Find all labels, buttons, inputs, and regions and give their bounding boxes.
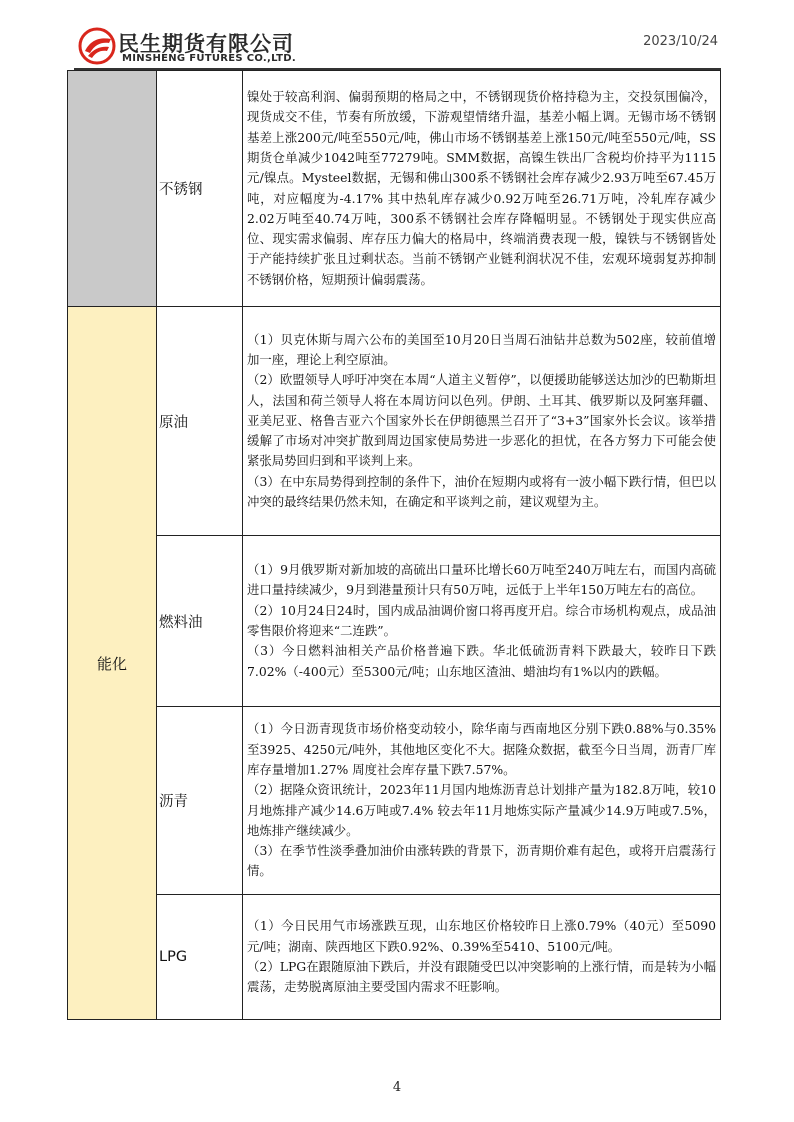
commentary-paragraph: （2）据隆众资讯统计，2023年11月国内地炼沥青总计划排产量为182.8万吨，较10月地炼排产减少14.6万吨或7.4% 较去年11月地炼实际产量减少14.9万吨或7.5%，地炼排产继续减少。 xyxy=(247,782,716,838)
commentary-paragraph: （1）今日民用气市场涨跌互现，山东地区价格较昨日上涨0.79%（40元）至5090元/吨；湖南、陕西地区下跌0.92%、0.39%至5410、5100元/吨。 xyxy=(247,918,716,954)
company-logo-icon xyxy=(78,27,116,65)
commentary-paragraph: （3）在中东局势得到控制的条件下，油价在短期内或将有一波小幅下跌行情，但巴以冲突的最终结果仍然未知，在确定和平谈判之前，建议观望为主。 xyxy=(247,473,716,510)
company-name-en: MINSHENG FUTURES CO.,LTD. xyxy=(122,53,296,64)
product-cell: 沥青 xyxy=(157,707,243,895)
commentary-cell xyxy=(243,707,721,895)
table-row xyxy=(68,536,721,707)
report-date: 2023/10/24 xyxy=(643,34,718,49)
category-cell xyxy=(68,71,157,307)
commentary-cell xyxy=(243,895,721,1020)
product-cell: 不锈钢 xyxy=(157,71,243,307)
commentary-paragraph: （1）贝克休斯与周六公布的美国至10月20日当周石油钻井总数为502座，较前值增加一座，理论上利空原油。 xyxy=(247,331,716,367)
category-cell-energy: 能化 xyxy=(68,307,157,1020)
table-row xyxy=(68,307,721,536)
page-number: 4 xyxy=(392,1080,402,1095)
commentary-cell xyxy=(243,536,721,707)
commentary-paragraph: （2）10月24日24时，国内成品油调价窗口将再度开启。综合市场机构观点，成品油零售限价将迎来“二连跌”。 xyxy=(247,602,716,638)
commentary-cell xyxy=(243,71,721,307)
commentary-paragraph: （3）今日燃料油相关产品价格普遍下跌。华北低硫沥青料下跌最大，较昨日下跌7.02%（-400元）至5300元/吨；山东地区渣油、蜡油均有1%以内的跌幅。 xyxy=(247,643,716,679)
company-name-cn: 民生期货有限公司 xyxy=(118,32,294,56)
commentary-cell xyxy=(243,307,721,536)
commentary-paragraph: （1）今日沥青现货市场价格变动较小，除华南与西南地区分别下跌0.88%与0.35%至3925、4250元/吨外，其他地区变化不大。据隆众数据，截至今日当周，沥青厂库库存量增加1.27% 周度社会库存量下跌7.57%。 xyxy=(247,721,716,777)
page-header xyxy=(0,0,794,70)
commentary-paragraph: （2）欧盟领导人呼吁冲突在本周“人道主义暂停”，以便援助能够送达加沙的巴勒斯坦人，法国和荷兰领导人将在本周访问以色列。伊朗、土耳其、俄罗斯以及阿塞拜疆、亚美尼亚、格鲁吉亚六个国家外长在伊朗德黑兰召开了“3+3”国家外长会议。该举措缓解了市场对冲突扩散到周边国家使局势进一步恶化的担忧，在各方努力下可能会使紧张局势回归到和平谈判上来。 xyxy=(247,372,716,469)
commentary-paragraph: （3）在季节性淡季叠加油价由涨转跌的背景下，沥青期价难有起色，或将开启震荡行情。 xyxy=(247,843,716,879)
table-row xyxy=(68,71,721,307)
table-row xyxy=(68,707,721,895)
product-cell: 燃料油 xyxy=(157,536,243,707)
commodity-table xyxy=(67,70,721,1020)
commentary-paragraph: 镍处于较高利润、偏弱预期的格局之中，不锈钢现货价格持稳为主，交投氛围偏冷，现货成交不佳，节奏有所放缓，下游观望情绪升温，基差小幅上调。无锡市场不锈钢基差上涨200元/吨至550元/吨，佛山市场不锈钢基差上涨150元/吨至550元/吨，SS期货仓单减少1042吨至77279吨。SMM数据，高镍生铁出厂含税均价持平为1115元/镍点。Mysteel数据，无锡和佛山300系不锈钢社会库存减少2.93万吨至67.45万吨，对应幅度为-4.17% 其中热轧库存减少0.92万吨至26.71万吨，冷轧库存减少2.02万吨至40.74万吨，300系不锈钢社会库存降幅明显。不锈钢处于现实供应高位、现实需求偏弱、库存压力偏大的格局中，终端消费表现一般，镍铁与不锈钢皆处于产能持续扩张且过剩状态。当前不锈钢产业链利润状况不佳，宏观环境弱复苏抑制不锈钢价格，短期预计偏弱震荡。 xyxy=(247,89,716,287)
commentary-paragraph: （2）LPG在跟随原油下跌后，并没有跟随受巴以冲突影响的上涨行情，而是转为小幅震荡，走势脱离原油主要受国内需求不旺影响。 xyxy=(247,959,716,995)
product-cell: 原油 xyxy=(157,307,243,536)
table-row xyxy=(68,895,721,1020)
product-cell: LPG xyxy=(157,895,243,1020)
commentary-paragraph: （1）9月俄罗斯对新加坡的高硫出口量环比增长60万吨至240万吨左右，而国内高硫进口量持续减少，9月到港量预计只有50万吨，远低于上半年150万吨左右的高位。 xyxy=(247,562,716,598)
